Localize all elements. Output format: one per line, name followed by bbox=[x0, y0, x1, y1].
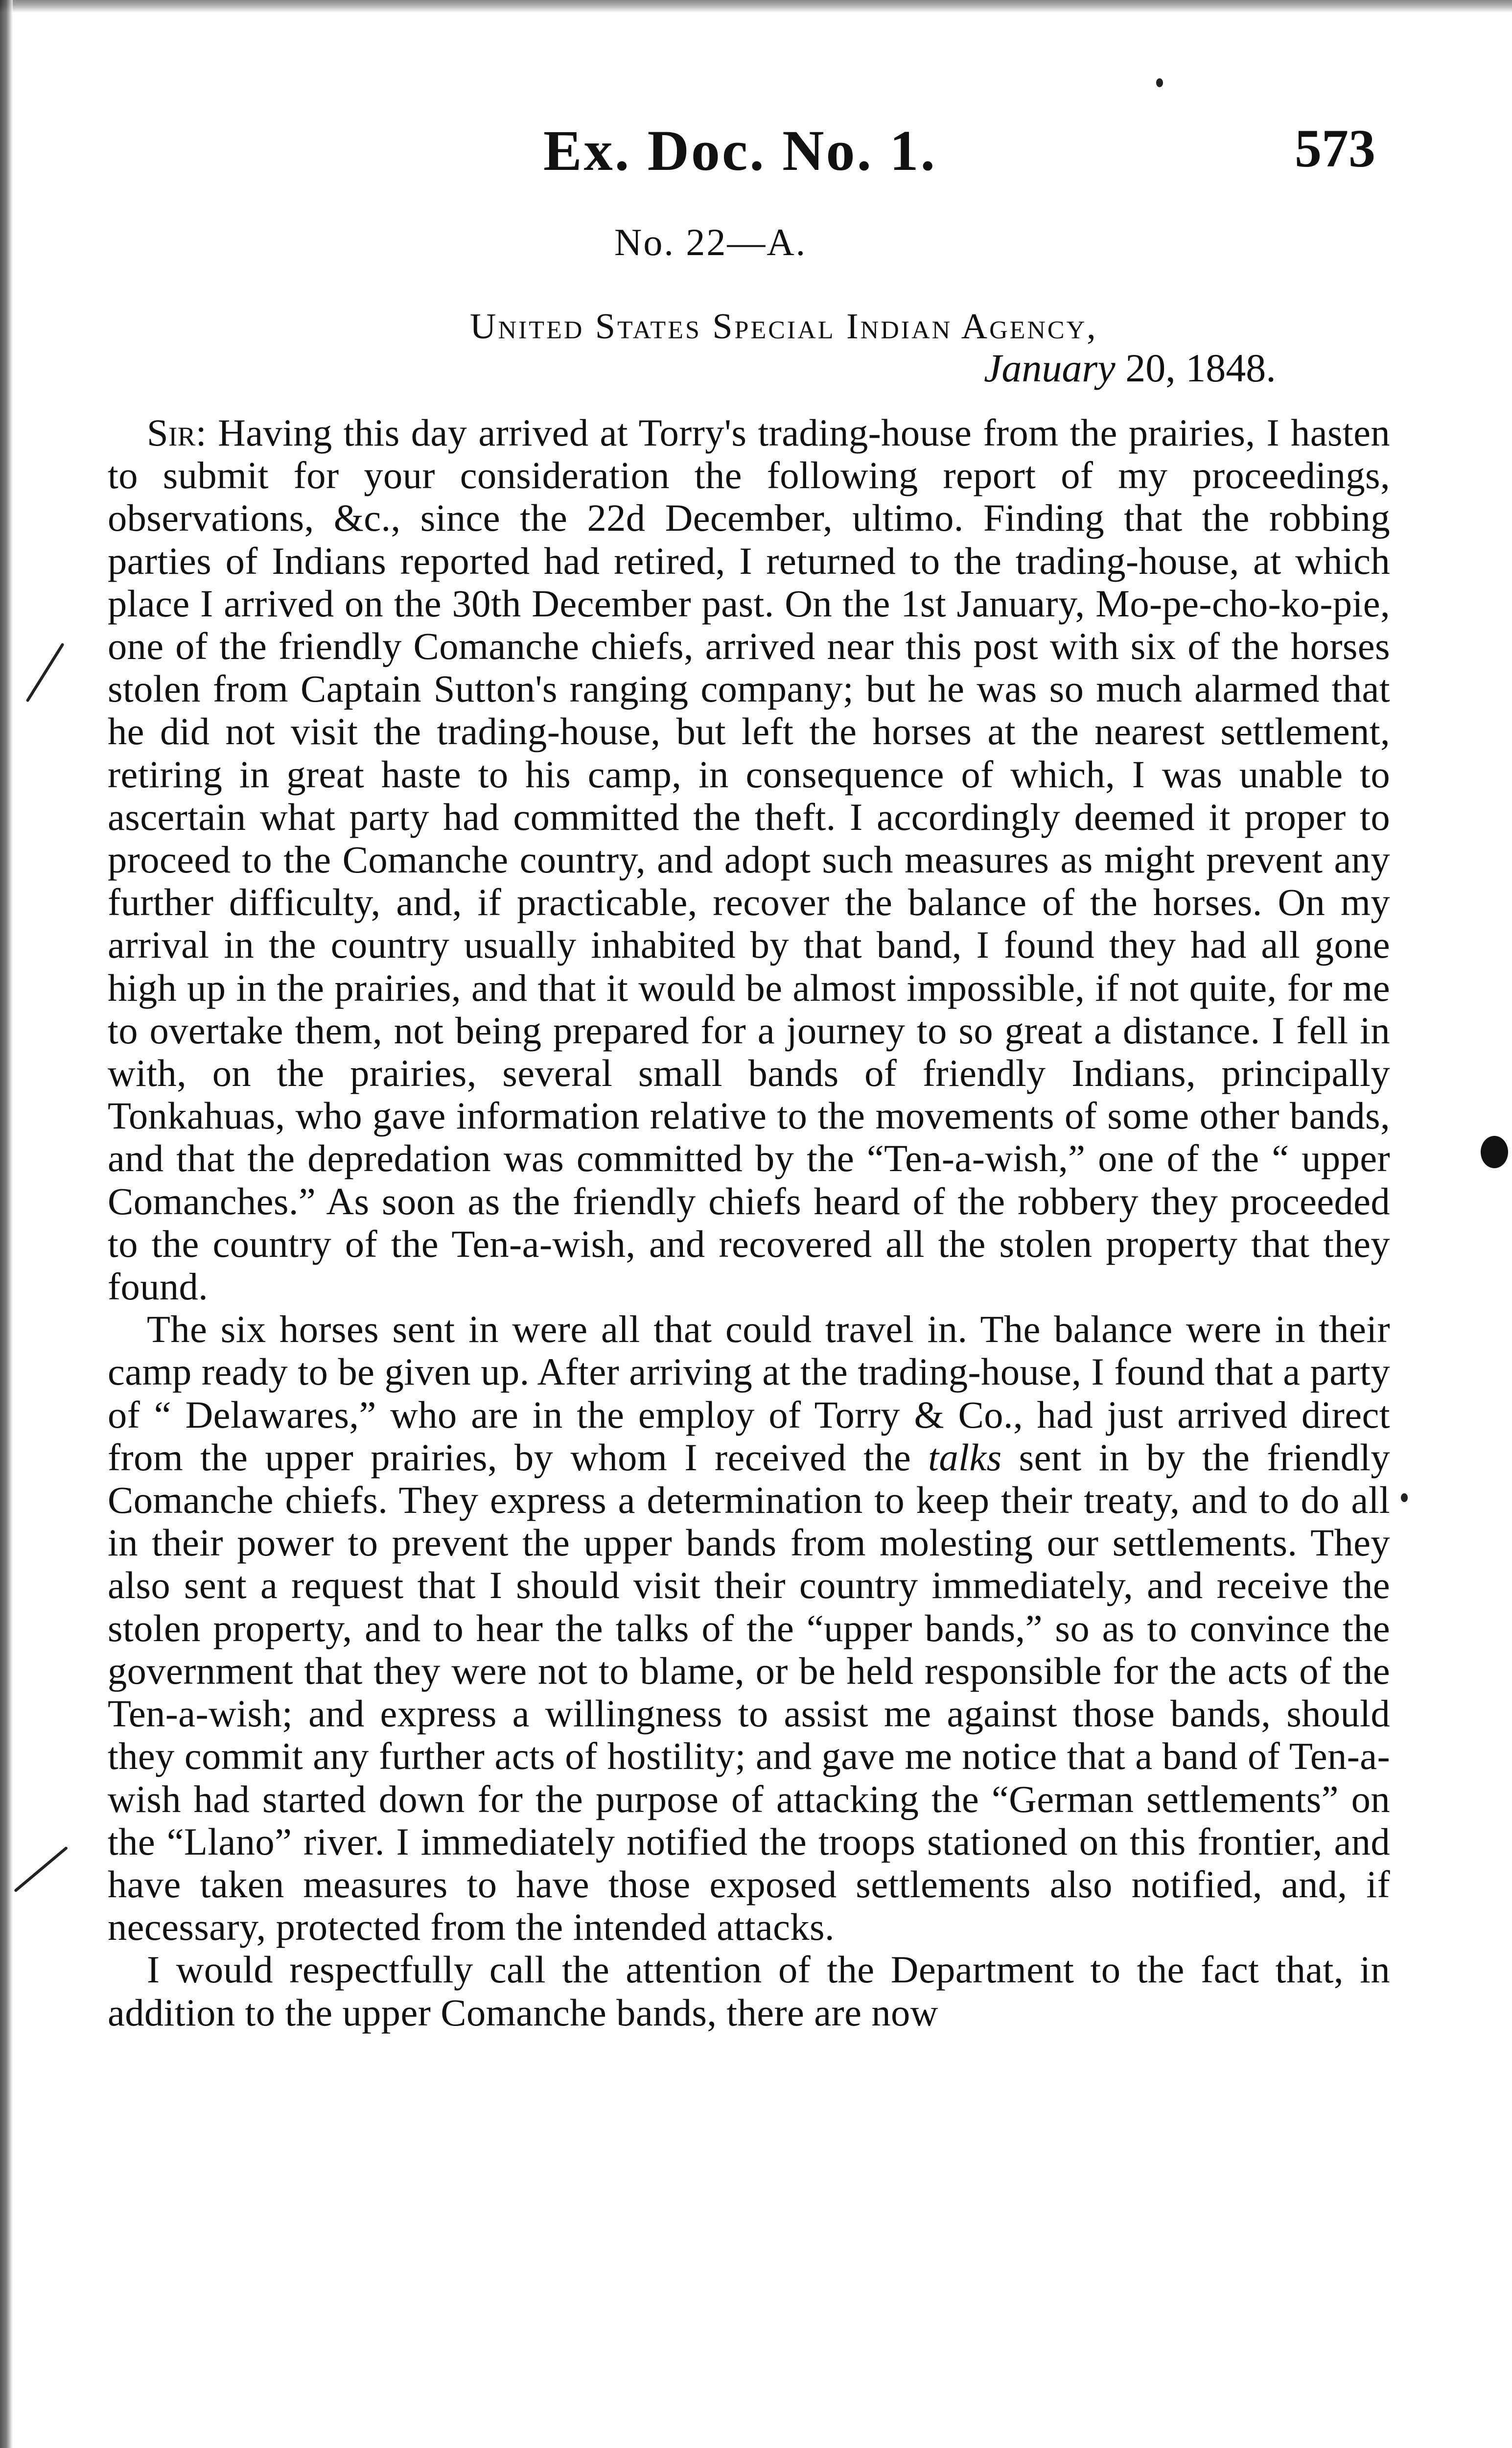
letter-body bbox=[108, 411, 1390, 2034]
page-edge-top bbox=[0, 0, 1512, 13]
margin-pencil-mark bbox=[25, 643, 64, 703]
paragraph-2-italic: talks bbox=[928, 1436, 1002, 1479]
letter-date-month: January bbox=[984, 346, 1116, 390]
ink-speck bbox=[1401, 1493, 1408, 1502]
letter-date-rest: 20, 1848. bbox=[1115, 346, 1276, 390]
agency-heading: United States Special Indian Agency, bbox=[470, 306, 1098, 347]
salutation: Sir: bbox=[147, 411, 207, 454]
document-number: No. 22—A. bbox=[614, 221, 807, 263]
page-edge-left bbox=[0, 0, 13, 2448]
paragraph-2-text-a: The six horses sent in were all that could travel in. The balance were in their camp ready to be given up. After arriving at the trading-house, I found that a party of “ Delawares,” who are in the employ of Torry & Co., had just arrived direct from the upper prairies, by whom I received the bbox=[108, 1308, 1390, 1479]
paragraph-2-text-b: sent in by the friendly Comanche chiefs. They express a determination to keep their treaty, and to do all in their power to prevent the upper bands from molesting our settlements. They also sent a request that I should visit their country immediately, and receive the stolen property, and to hear the talks of the “upper bands,” so as to convince the government that they were not to blame, or be held responsible for the acts of the Ten-a-wish; and express a willingness to assist me against those bands, should they commit any further acts of hostility; and gave me notice that a band of Ten-a-wish had started down for the purpose of attacking the “German settlements” on the “Llano” river. I immediately notified the troops stationed on this frontier, and have taken measures to have those exposed settlements also notified, and, if necessary, protected from the intended attacks. bbox=[108, 1436, 1390, 1949]
page-number: 573 bbox=[1295, 118, 1375, 178]
paragraph-1-text: Having this day arrived at Torry's trading-house from the prairies, I hasten to submit for your consideration the following report of my proceedings, observations, &c., since the 22d December, ultimo. Finding that the robbing parties of Indians reported had retired, I returned to the trading-house, at which place I arrived on the 30th December past. On the 1st January, Mo-pe-cho-ko-pie, one of the friendly Comanche chiefs, arrived near this post with six of the horses stolen from Captain Sutton's ranging company; but he was so much alarmed that he did not visit the trading-house, but left the horses at the nearest settlement, retiring in great haste to his camp, in consequence of which, I was unable to ascertain what party had committed the theft. I accordingly deemed it proper to proceed to the Comanche country, and adopt such measures as might prevent any further difficulty, and, if practicable, recover the balance of the horses. On my arrival in the country usually inhabited by that band, I found they had all gone high up in the prairies, and that it would be almost impossible, if not quite, for me to overtake them, not being prepared for a journey to so great a distance. I fell in with, on the prairies, several small bands of friendly Indians, principally Tonkahuas, who gave information relative to the movements of some other bands, and that the depredation was committed by the “Ten-a-wish,” one of the “ upper Comanches.” As soon as the friendly chiefs heard of the robbery they proceeded to the country of the Ten-a-wish, and recovered all the stolen property that they found. bbox=[108, 411, 1390, 1308]
paragraph-1 bbox=[108, 411, 1390, 1308]
margin-pencil-mark bbox=[14, 1846, 68, 1893]
paragraph-3-text: I would respectfully call the attention of the Department to the fact that, in addition to the upper Comanche bands, there are now bbox=[108, 1948, 1390, 2034]
paragraph-2 bbox=[108, 1308, 1390, 1948]
ink-blot bbox=[1481, 1136, 1508, 1168]
letter-date bbox=[984, 345, 1276, 391]
running-header bbox=[543, 118, 1375, 196]
ink-speck bbox=[1156, 78, 1163, 87]
document-title: Ex. Doc. No. 1. bbox=[543, 118, 937, 183]
paragraph-3 bbox=[108, 1948, 1390, 2033]
